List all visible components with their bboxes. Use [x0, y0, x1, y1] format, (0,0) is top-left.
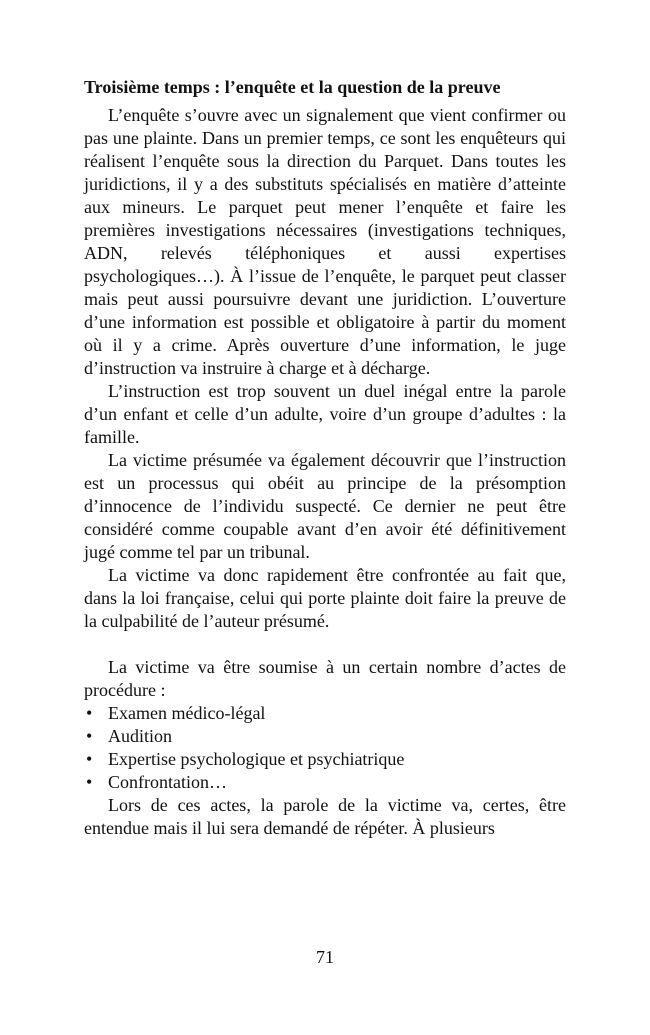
list-item-label: Confrontation…	[108, 772, 227, 792]
blank-line	[84, 633, 566, 656]
paragraph-list-intro: La victime va être soumise à un certain nombre d’actes de procédure :	[84, 657, 566, 700]
list-item	[84, 748, 566, 771]
page-number: 71	[316, 947, 334, 967]
procedure-list	[84, 702, 566, 794]
list-item	[84, 725, 566, 748]
bullet-icon: •	[86, 749, 93, 769]
bullet-icon: •	[86, 726, 93, 746]
list-item	[84, 702, 566, 725]
section-heading: Troisième temps : l’enquête et la question de la preuve	[84, 77, 501, 97]
list-item-label: Audition	[108, 726, 173, 746]
list-item-label: Expertise psychologique et psychiatrique	[108, 749, 405, 769]
paragraph-closing: Lors de ces actes, la parole de la victime va, certes, être entendue mais il lui sera demandé de répéter. À plusieurs	[84, 795, 566, 838]
list-item	[84, 771, 566, 794]
paragraph-preuve: La victime va donc rapidement être confrontée au fait que, dans la loi française, celui qui porte plainte doit faire la preuve de la culpabilité de l’auteur présumé.	[84, 565, 566, 631]
bullet-icon: •	[86, 703, 93, 723]
page-body	[84, 76, 566, 840]
paragraph-instruction: L’instruction est trop souvent un duel inégal entre la parole d’un enfant et celle d’un adulte, voire d’un groupe d’adultes : la famille.	[84, 381, 566, 447]
bullet-icon: •	[86, 772, 93, 792]
paragraph-presomption: La victime présumée va également découvrir que l’instruction est un processus qui obéit au principe de la présomption d’innocence de l’individu suspecté. Ce dernier ne peut être considéré comme coupable avant d’en avoir été définitivement jugé comme tel par un tribunal.	[84, 450, 566, 562]
list-item-label: Examen médico-légal	[108, 703, 266, 723]
paragraph-enquete: L’enquête s’ouvre avec un signalement que vient confirmer ou pas une plainte. Dans un premier temps, ce sont les enquêteurs qui réalisent l’enquête sous la direction du Parquet. Dans toutes les juridictions, il y a des substituts spécialisés en matière d’atteinte aux mineurs. Le parquet peut mener l’enquête et faire les premières investigations nécessaires (investigations techniques, ADN, relevés téléphoniques et aussi expertises psychologiques…). À l’issue de l’enquête, le parquet peut classer mais peut aussi poursuivre devant une juridiction. L’ouverture d’une information est possible et obligatoire à partir du moment où il y a crime. Après ouverture d’une information, le juge d’instruction va instruire à charge et à décharge.	[84, 105, 566, 378]
